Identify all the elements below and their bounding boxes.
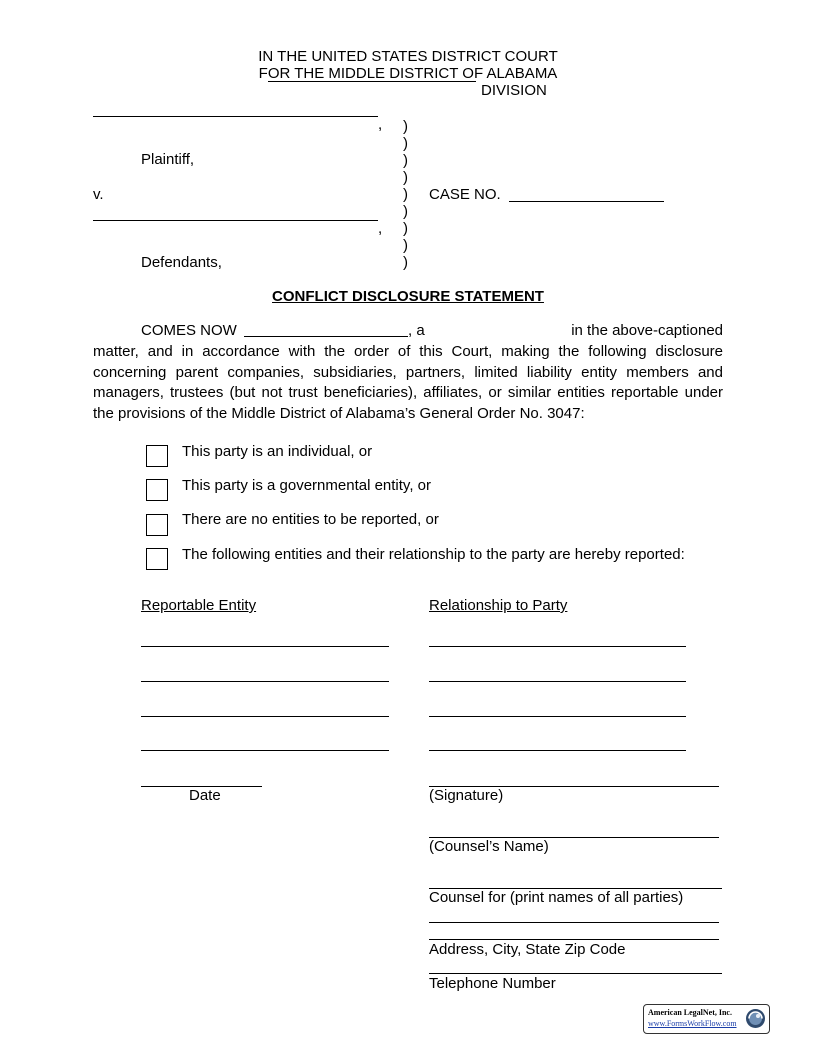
division-label: DIVISION [481, 82, 547, 99]
body-line: the provisions of the Middle District of Alabama’s General Order No. 3047: [93, 405, 585, 422]
plaintiff-comma: , [378, 116, 383, 133]
division-blank[interactable] [268, 81, 476, 82]
case-no-blank[interactable] [509, 201, 664, 202]
checkbox-label: The following entities and their relationship to the party are hereby reported: [182, 546, 685, 563]
entity-blank[interactable] [141, 646, 389, 647]
relationship-blank[interactable] [429, 646, 686, 647]
defendant-comma: , [378, 220, 383, 237]
comes-now-text: COMES NOW [141, 322, 237, 339]
governmental-checkbox[interactable] [146, 479, 168, 501]
case-no-label: CASE NO. [429, 186, 501, 203]
counsel-name-label: (Counsel’s Name) [429, 838, 549, 855]
address-blank[interactable] [429, 939, 719, 940]
body-line: matter, and in accordance with the order of this Court, making the following disclosure [93, 343, 723, 360]
caption-paren: ) [403, 254, 408, 271]
logo-company-name: American LegalNet, Inc. [648, 1008, 732, 1017]
relationship-header: Relationship to Party [429, 597, 568, 614]
caption-paren: ) [403, 203, 408, 220]
above-captioned-text: in the above-captioned [571, 322, 723, 339]
individual-checkbox[interactable] [146, 445, 168, 467]
relationship-blank[interactable] [429, 681, 686, 682]
caption-paren: ) [403, 169, 408, 186]
entity-blank[interactable] [141, 750, 389, 751]
court-name-line1: IN THE UNITED STATES DISTRICT COURT [258, 48, 558, 65]
body-line: managers, trustees (but not trust beneficiaries), affiliates, or similar entities reportable under [93, 384, 723, 401]
signature-label: (Signature) [429, 787, 504, 804]
telephone-label: Telephone Number [429, 975, 556, 992]
plaintiff-label: Plaintiff, [141, 151, 195, 168]
checkbox-label: This party is a governmental entity, or [182, 477, 431, 494]
caption-paren: ) [403, 186, 408, 203]
caption-paren: ) [403, 135, 408, 152]
versus-label: v. [93, 186, 104, 203]
defendants-label: Defendants, [141, 254, 222, 271]
body-line: concerning parent companies, subsidiaries, partners, limited liability entity members and [93, 364, 723, 381]
date-label: Date [189, 787, 221, 804]
parties-blank[interactable] [429, 922, 719, 923]
caption-paren: ) [403, 118, 408, 135]
checkbox-label: There are no entities to be reported, or [182, 511, 439, 528]
address-label: Address, City, State Zip Code [429, 941, 626, 958]
plaintiff-name-blank[interactable] [93, 116, 378, 117]
comma-a-text: , a [408, 322, 425, 339]
caption-paren: ) [403, 152, 408, 169]
entities-reported-checkbox[interactable] [146, 548, 168, 570]
reportable-entity-header: Reportable Entity [141, 597, 257, 614]
globe-icon [745, 1008, 766, 1029]
defendant-name-blank[interactable] [93, 220, 378, 221]
document-title: CONFLICT DISCLOSURE STATEMENT [272, 288, 544, 305]
party-name-blank[interactable] [244, 336, 408, 337]
relationship-blank[interactable] [429, 716, 686, 717]
caption-paren: ) [403, 220, 408, 237]
no-entities-checkbox[interactable] [146, 514, 168, 536]
relationship-blank[interactable] [429, 750, 686, 751]
caption-paren: ) [403, 237, 408, 254]
american-legalnet-logo[interactable] [643, 1004, 770, 1034]
court-name-line2: FOR THE MIDDLE DISTRICT OF ALABAMA [258, 65, 558, 82]
entity-blank[interactable] [141, 716, 389, 717]
entity-blank[interactable] [141, 681, 389, 682]
counsel-for-label: Counsel for (print names of all parties) [429, 889, 684, 906]
logo-website-link[interactable]: www.FormsWorkFlow.com [648, 1019, 737, 1028]
telephone-blank[interactable] [429, 973, 722, 974]
checkbox-label: This party is an individual, or [182, 443, 373, 460]
